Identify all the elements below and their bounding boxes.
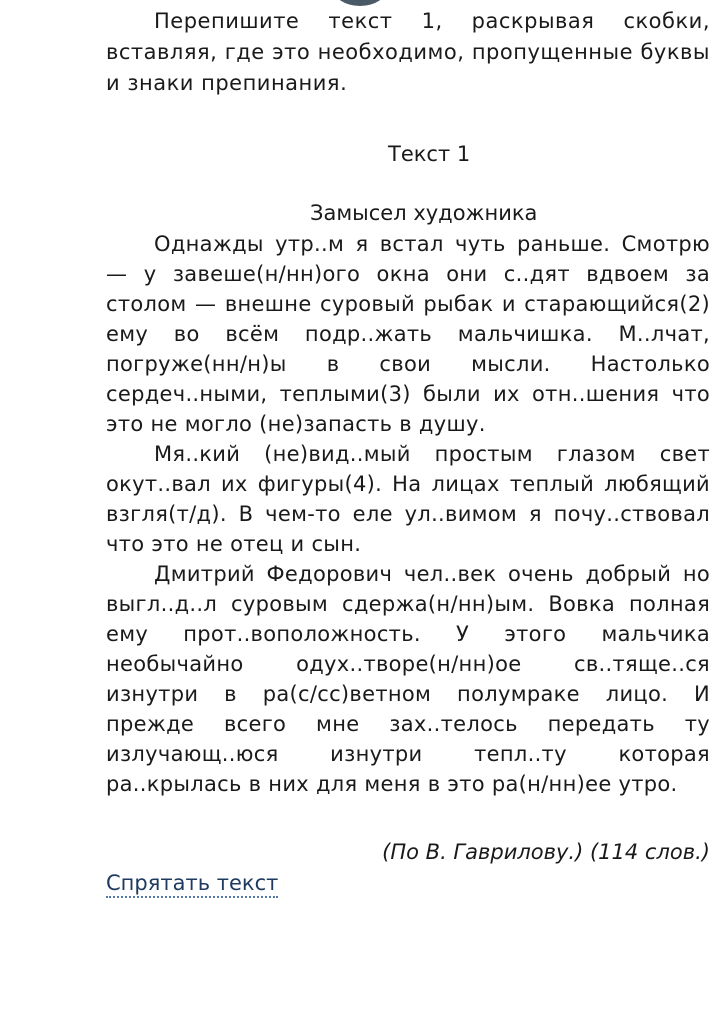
hide-text-link[interactable]: Спрятать текст — [106, 870, 278, 898]
story-body — [106, 229, 710, 799]
story-paragraph: Мя..кий (не)вид..мый простым глазом свет окут..вал их фигуры(4). На лицах теплый любящий взгля(т/д). В чем-то еле ул..вимом я почу..ствовал что это не отец и сын. — [106, 442, 710, 556]
source-attribution: (По В. Гаврилову.) (114 слов.) — [382, 840, 710, 864]
story-paragraph: Дмитрий Федорович чел..век очень добрый но выгл..д..л суровым сдержа(н/нн)ым. Вовка полная ему прот..воположность. У этого мальчика необычайно одух..творе(н/нн)ое св..тяще..ся изнутри в ра(с/сс)ветном полумраке лицо. И прежде всего мне зах..телось передать ту излучающ..юся изнутри тепл..ту которая ра..крылась в них для меня в это ра(н/нн)ее утро. — [106, 562, 710, 796]
task-instruction: Перепишите текст 1, раскрывая скобки, вставляя, где это необходимо, пропущенные буквы и знаки препинания. — [106, 9, 710, 95]
document-content — [106, 6, 710, 898]
story-title: Замысел художника — [310, 201, 538, 225]
story-paragraph: Однажды утр..м я встал чуть раньше. Смотрю — у завеше(н/нн)ого окна они с..дят вдвоем за столом — внешне суровый рыбак и старающийся(2) ему во всём подр..жать мальчишка. М..лчат, погруже(нн/н)ы в свои мысли. Настолько сердеч..ными, теплыми(3) были их отн..шения что это не могло (не)запасть в душу. — [106, 232, 710, 436]
text-heading: Текст 1 — [388, 142, 471, 166]
